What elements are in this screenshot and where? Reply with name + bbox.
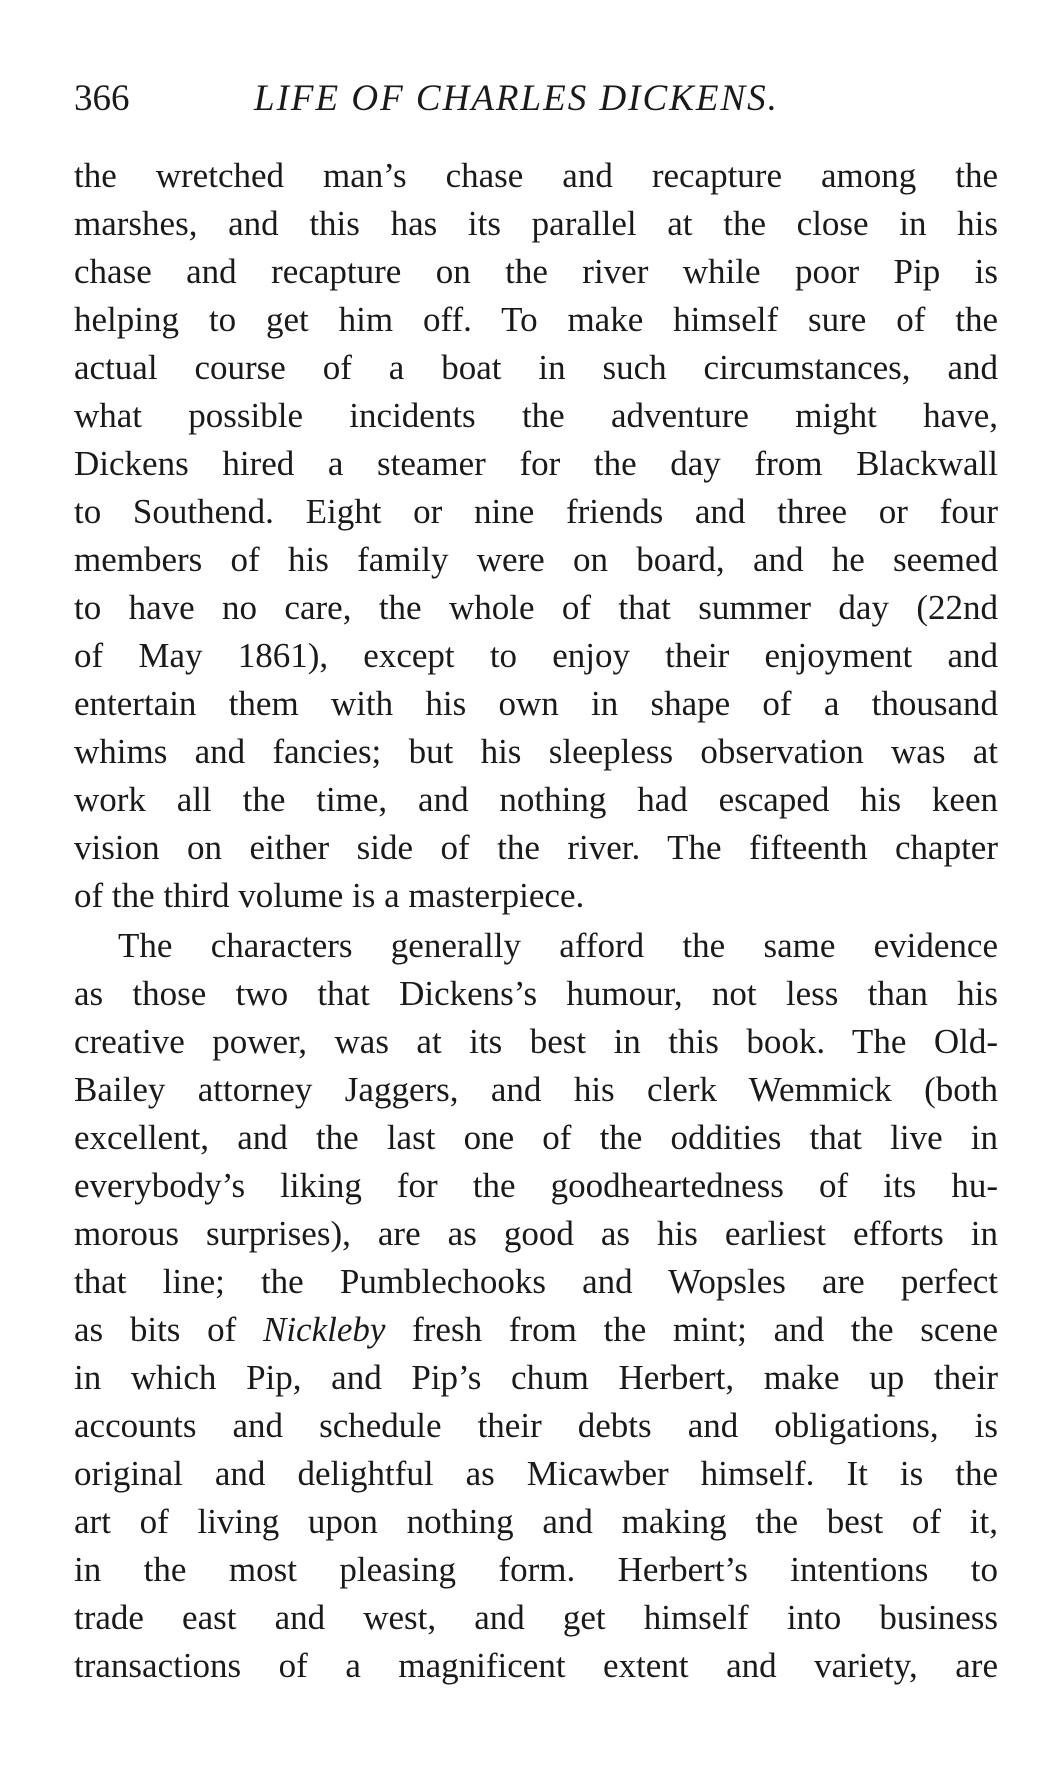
text-line: Bailey attorney Jaggers, and his clerk Wemmick (both [74,1070,998,1109]
paragraph-2 [74,922,998,1690]
paragraph-1 [74,152,998,920]
text-line: in the most pleasing form. Herbert’s intentions to [74,1550,998,1589]
text-line: whims and fancies; but his sleepless observation was at [74,732,998,771]
text-line: of May 1861), except to enjoy their enjoyment and [74,636,998,675]
text-line: The characters generally afford the same evidence [118,926,998,965]
running-head [74,76,994,122]
text-line: to have no care, the whole of that summer day (22nd [74,588,998,627]
text-line: art of living upon nothing and making the best of it, [74,1502,998,1541]
text-line: work all the time, and nothing had escaped his keen [74,780,998,819]
text-line: accounts and schedule their debts and obligations, is [74,1406,998,1445]
body-text [74,152,998,1690]
text-line: transactions of a magnificent extent and variety, are [74,1646,998,1685]
text-line-nickleby [74,1306,998,1354]
book-title-nickleby: Nickleby [262,1310,386,1349]
text-line: to Southend. Eight or nine friends and three or four [74,492,998,531]
text-line: creative power, was at its best in this book. The Old- [74,1022,998,1061]
text-line: members of his family were on board, and he seemed [74,540,998,579]
text-line: trade east and west, and get himself into business [74,1598,998,1637]
text-line: everybody’s liking for the goodheartedness of its hu- [74,1166,998,1205]
text-line: in which Pip, and Pip’s chum Herbert, make up their [74,1358,998,1397]
text-line: as those two that Dickens’s humour, not less than his [74,974,998,1013]
text-line: excellent, and the last one of the oddities that live in [74,1118,998,1157]
running-title: LIFE OF CHARLES DICKENS. [254,78,779,119]
text-line: the wretched man’s chase and recapture among the [74,156,998,195]
text-line: of the third volume is a masterpiece. [74,876,585,915]
text-line: helping to get him off. To make himself sure of the [74,300,998,339]
text-line: Dickens hired a steamer for the day from Blackwall [74,444,998,483]
text-line: marshes, and this has its parallel at the close in his [74,204,998,243]
text-line: original and delightful as Micawber himself. It is the [74,1454,998,1493]
text-line: vision on either side of the river. The fifteenth chapter [74,828,998,867]
text-line: morous surprises), are as good as his earliest efforts in [74,1214,998,1253]
text-line: what possible incidents the adventure might have, [74,396,998,435]
text-line: entertain them with his own in shape of a thousand [74,684,998,723]
text-line: chase and recapture on the river while poor Pip is [74,252,998,291]
text-segment: fresh from the mint; and the scene [385,1310,998,1349]
page-number: 366 [74,78,130,119]
text-segment: as bits of [74,1310,263,1349]
text-line: actual course of a boat in such circumstances, and [74,348,998,387]
text-line: that line; the Pumblechooks and Wopsles are perfect [74,1262,998,1301]
